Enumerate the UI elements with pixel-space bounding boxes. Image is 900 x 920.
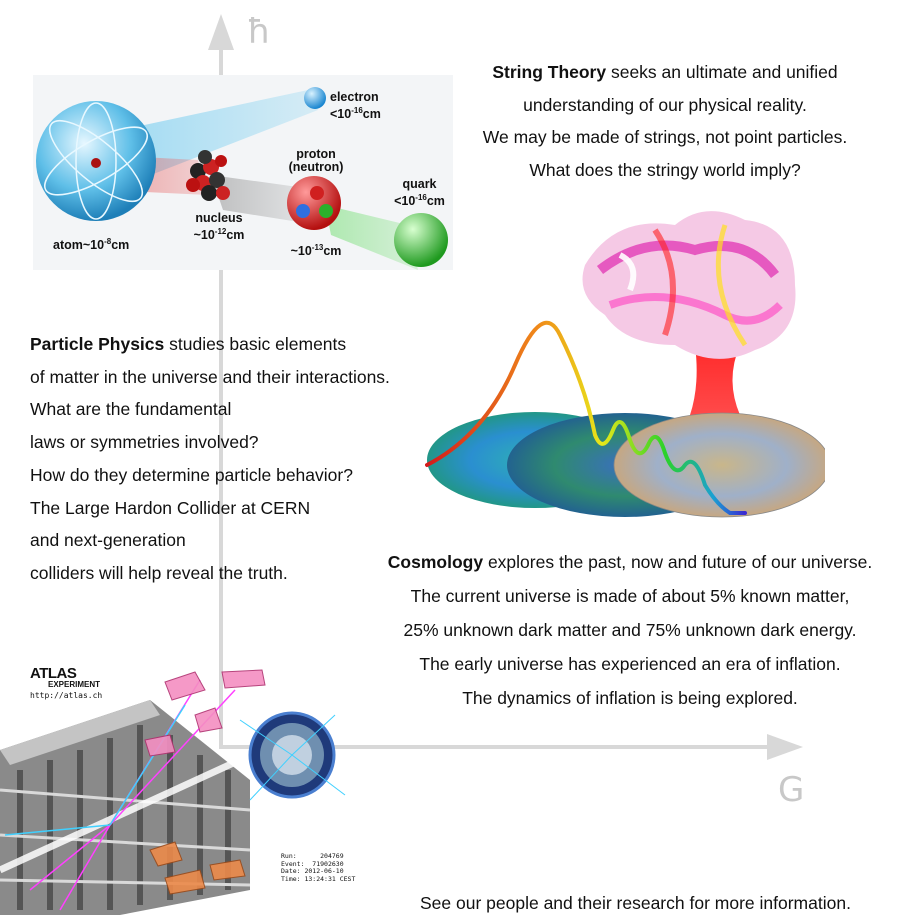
string-theory-line-2: understanding of our physical reality.	[523, 94, 807, 115]
quark-label: quark $<10^{-16}cm$	[394, 177, 445, 209]
cosmology-line-4: The early universe has experienced an era of inflation.	[419, 654, 841, 674]
atlas-event-info: Run: 204769 Event: 71902630 Date: 2012-06-10 Time: 13:24:31 CEST	[281, 852, 356, 883]
cmb-maps-and-string-image	[425, 195, 825, 525]
string-theory-description	[440, 56, 890, 186]
electron-label: electron $<10^{-16}cm$	[330, 90, 381, 122]
string-theory-line-3: We may be made of strings, not point particles.	[482, 127, 848, 147]
string-theory-heading: String Theory	[492, 62, 607, 82]
horizontal-axis-arrow-icon	[767, 734, 803, 760]
particle-physics-line-1: Particle Physics studies basic elements	[30, 334, 347, 354]
cosmology-line-1: Cosmology explores the past, now and future of our universe.	[387, 552, 873, 572]
particle-physics-line-5: How do they determine particle behavior?	[30, 464, 353, 485]
particle-physics-line-2: of matter in the universe and their interactions.	[30, 366, 390, 387]
string-theory-line-1: String Theory seeks an ultimate and unified	[492, 62, 838, 82]
cosmology-heading: Cosmology	[387, 552, 484, 572]
proton-sphere	[287, 176, 341, 230]
cosmology-line-2: The current universe is made of about 5% known matter,	[410, 586, 850, 606]
hbar-axis-label: ħ	[247, 12, 271, 52]
particle-physics-line-3: What are the fundamental	[30, 399, 232, 420]
gravity-axis-label: G	[778, 770, 805, 810]
cosmology-line-5: The dynamics of inflation is being explored.	[462, 688, 798, 708]
particle-physics-heading: Particle Physics	[30, 334, 165, 354]
electron-sphere	[304, 87, 326, 109]
nucleus-label: nucleus $\sim 10^{-12}cm$	[193, 211, 245, 243]
particle-physics-line-4: laws or symmetries involved?	[30, 432, 259, 453]
proton-size-label: $\sim 10^{-13}cm$	[290, 243, 342, 259]
atom-size-label: $atom\sim 10^{-8}cm$	[53, 237, 130, 253]
vertical-axis-arrow-icon	[208, 14, 234, 50]
atom-scale-diagram	[33, 75, 453, 270]
particle-physics-line-8: colliders will help reveal the truth.	[30, 562, 288, 583]
particle-physics-line-6: The Large Hardon Collider at CERN	[30, 497, 311, 518]
string-theory-line-4: What does the stringy world imply?	[529, 159, 801, 180]
atlas-logo-subtext: EXPERIMENT	[48, 680, 101, 689]
particle-physics-line-7: and next-generation	[30, 530, 186, 551]
atlas-url: http://atlas.ch	[30, 691, 103, 700]
proton-label: proton (neutron)	[288, 147, 344, 174]
cosmology-description	[350, 545, 900, 715]
footer-more-info-link[interactable]: See our people and their research for more information.	[420, 893, 851, 913]
atlas-logo-text: ATLAS	[30, 665, 77, 682]
cosmology-string-graphic	[425, 195, 825, 525]
atlas-logo	[30, 665, 103, 700]
cosmology-line-3: 25% unknown dark matter and 75% unknown dark energy.	[403, 620, 857, 640]
